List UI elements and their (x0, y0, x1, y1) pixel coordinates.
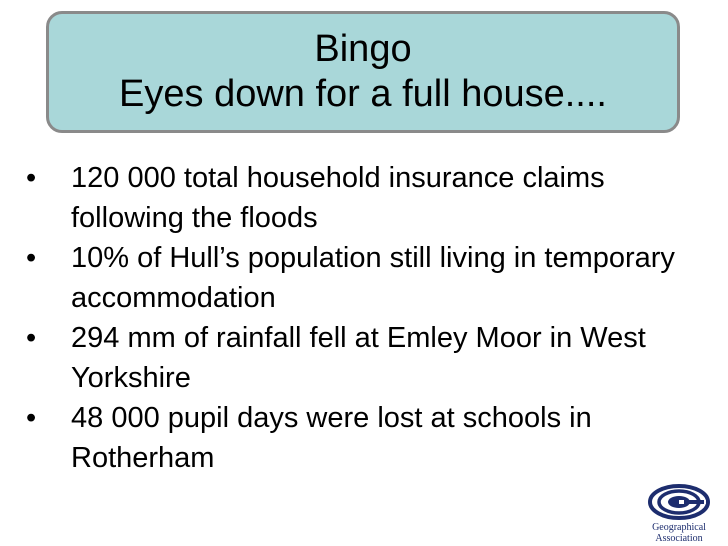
slide-title-line-2: Eyes down for a full house.... (119, 73, 607, 115)
bullet-list (26, 158, 706, 478)
geographical-association-logo (640, 484, 718, 546)
bullet-text: 48 000 pupil days were lost at schools in Rotherham (71, 402, 592, 474)
bullet-item (26, 158, 706, 238)
bullet-dot-icon: • (26, 162, 37, 194)
bullet-dot-icon: • (26, 242, 37, 274)
bullet-text: 10% of Hull’s population still living in temporary accommodation (71, 242, 675, 314)
slide-title-line-1: Bingo (314, 28, 412, 70)
geographical-association-logo-icon (648, 484, 710, 520)
bullet-dot-icon: • (26, 402, 37, 434)
logo-text-line-1: Geographical (652, 522, 706, 533)
logo-text-line-2: Association (655, 533, 703, 544)
bullet-item (26, 238, 706, 318)
slide-title-box (46, 11, 680, 133)
bullet-text: 120 000 total household insurance claims following the floods (71, 162, 605, 234)
bullet-text: 294 mm of rainfall fell at Emley Moor in West Yorkshire (71, 322, 646, 394)
bullet-item (26, 398, 706, 478)
bullet-item (26, 318, 706, 398)
bullet-dot-icon: • (26, 322, 37, 354)
